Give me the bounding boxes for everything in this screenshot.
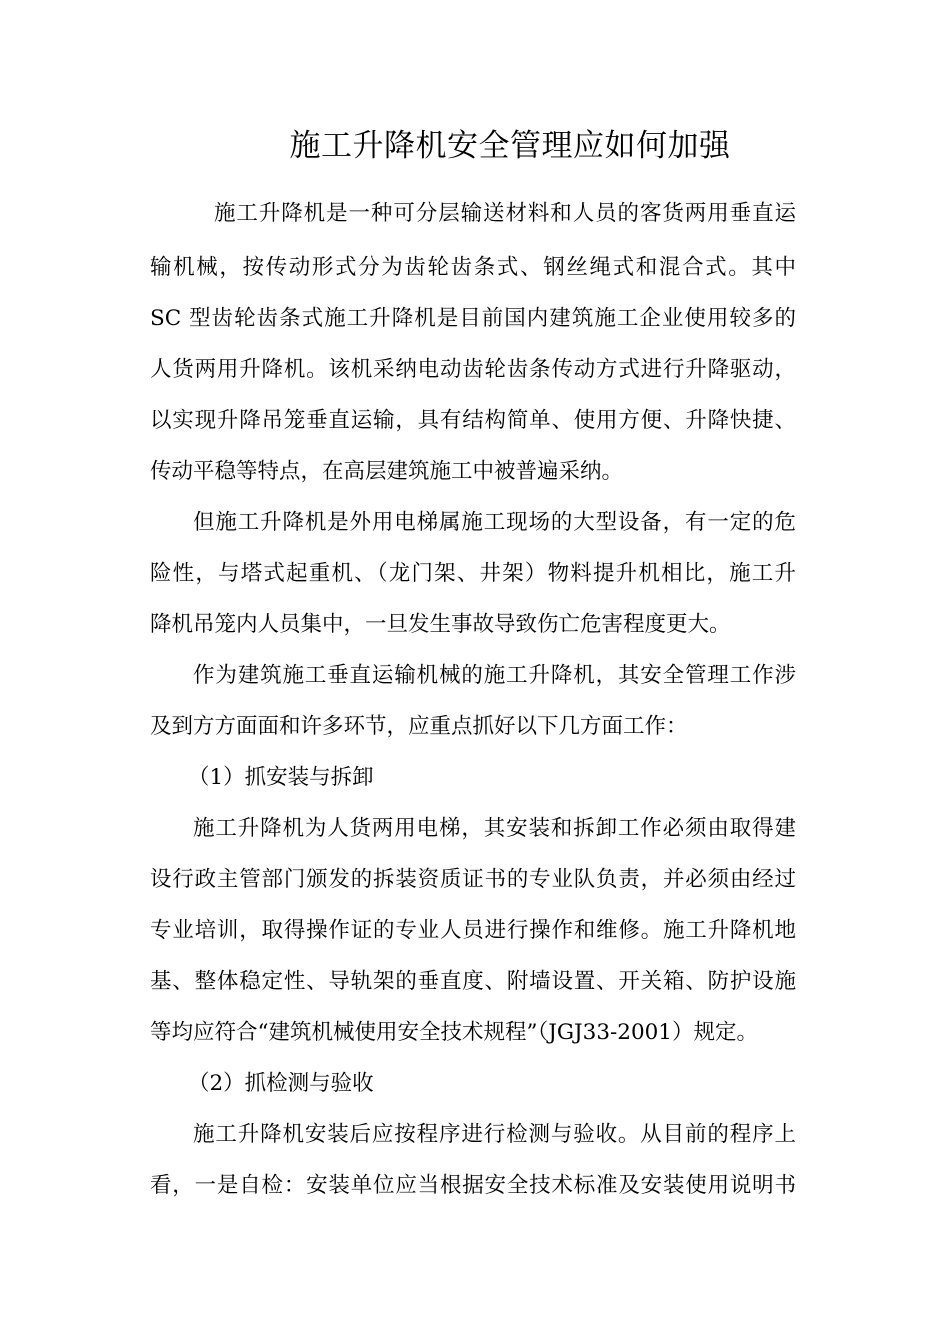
section-heading: （2）抓检测与验收: [188, 1071, 374, 1096]
paragraph-line: 专业培训，取得操作证的专业人员进行操作和维修。施工升降机地: [150, 918, 796, 943]
paragraph-line: 设行政主管部门颁发的拆装资质证书的专业队负责，并必须由经过: [150, 867, 796, 892]
paragraph-line: 险性，与塔式起重机、（龙门架、井架）物料提升机相比，施工升: [150, 561, 796, 586]
paragraph-line: 作为建筑施工垂直运输机械的施工升降机，其安全管理工作涉: [193, 663, 796, 688]
paragraph-line: 及到方方面面和许多环节，应重点抓好以下几方面工作：: [150, 714, 688, 739]
paragraph-line: 基、整体稳定性、导轨架的垂直度、附墙设置、开关箱、防护设施: [150, 969, 796, 994]
paragraph-line: 人货两用升降机。该机采纳电动齿轮齿条传动方式进行升降驱动，: [150, 357, 796, 382]
paragraph-line: SC 型齿轮齿条式施工升降机是目前国内建筑施工企业使用较多的: [150, 306, 796, 331]
paragraph-line: 但施工升降机是外用电梯属施工现场的大型设备，有一定的危: [193, 510, 796, 535]
paragraph-line: 看，一是自检：安装单位应当根据安全技术标准及安装使用说明书: [150, 1173, 796, 1198]
paragraph-line: 传动平稳等特点，在高层建筑施工中被普遍采纳。: [150, 459, 624, 484]
paragraph-line: 降机吊笼内人员集中，一旦发生事故导致伤亡危害程度更大。: [150, 612, 731, 637]
paragraph-line: 输机械，按传动形式分为齿轮齿条式、钢丝绳式和混合式。其中: [150, 255, 796, 280]
document-title: 施工升降机安全管理应如何加强: [289, 128, 731, 164]
section-heading: （1）抓安装与拆卸: [188, 765, 374, 790]
paragraph-line: 等均应符合“建筑机械使用安全技术规程”（JGJ33-2001）规定。: [150, 1020, 758, 1045]
paragraph-line: 以实现升降吊笼垂直运输，具有结构简单、使用方便、升降快捷、: [150, 408, 796, 433]
paragraph-line: 施工升降机是一种可分层输送材料和人员的客货两用垂直运: [214, 201, 796, 226]
paragraph-line: 施工升降机为人货两用电梯，其安装和拆卸工作必须由取得建: [193, 816, 796, 841]
paragraph-line: 施工升降机安装后应按程序进行检测与验收。从目前的程序上: [193, 1122, 796, 1147]
